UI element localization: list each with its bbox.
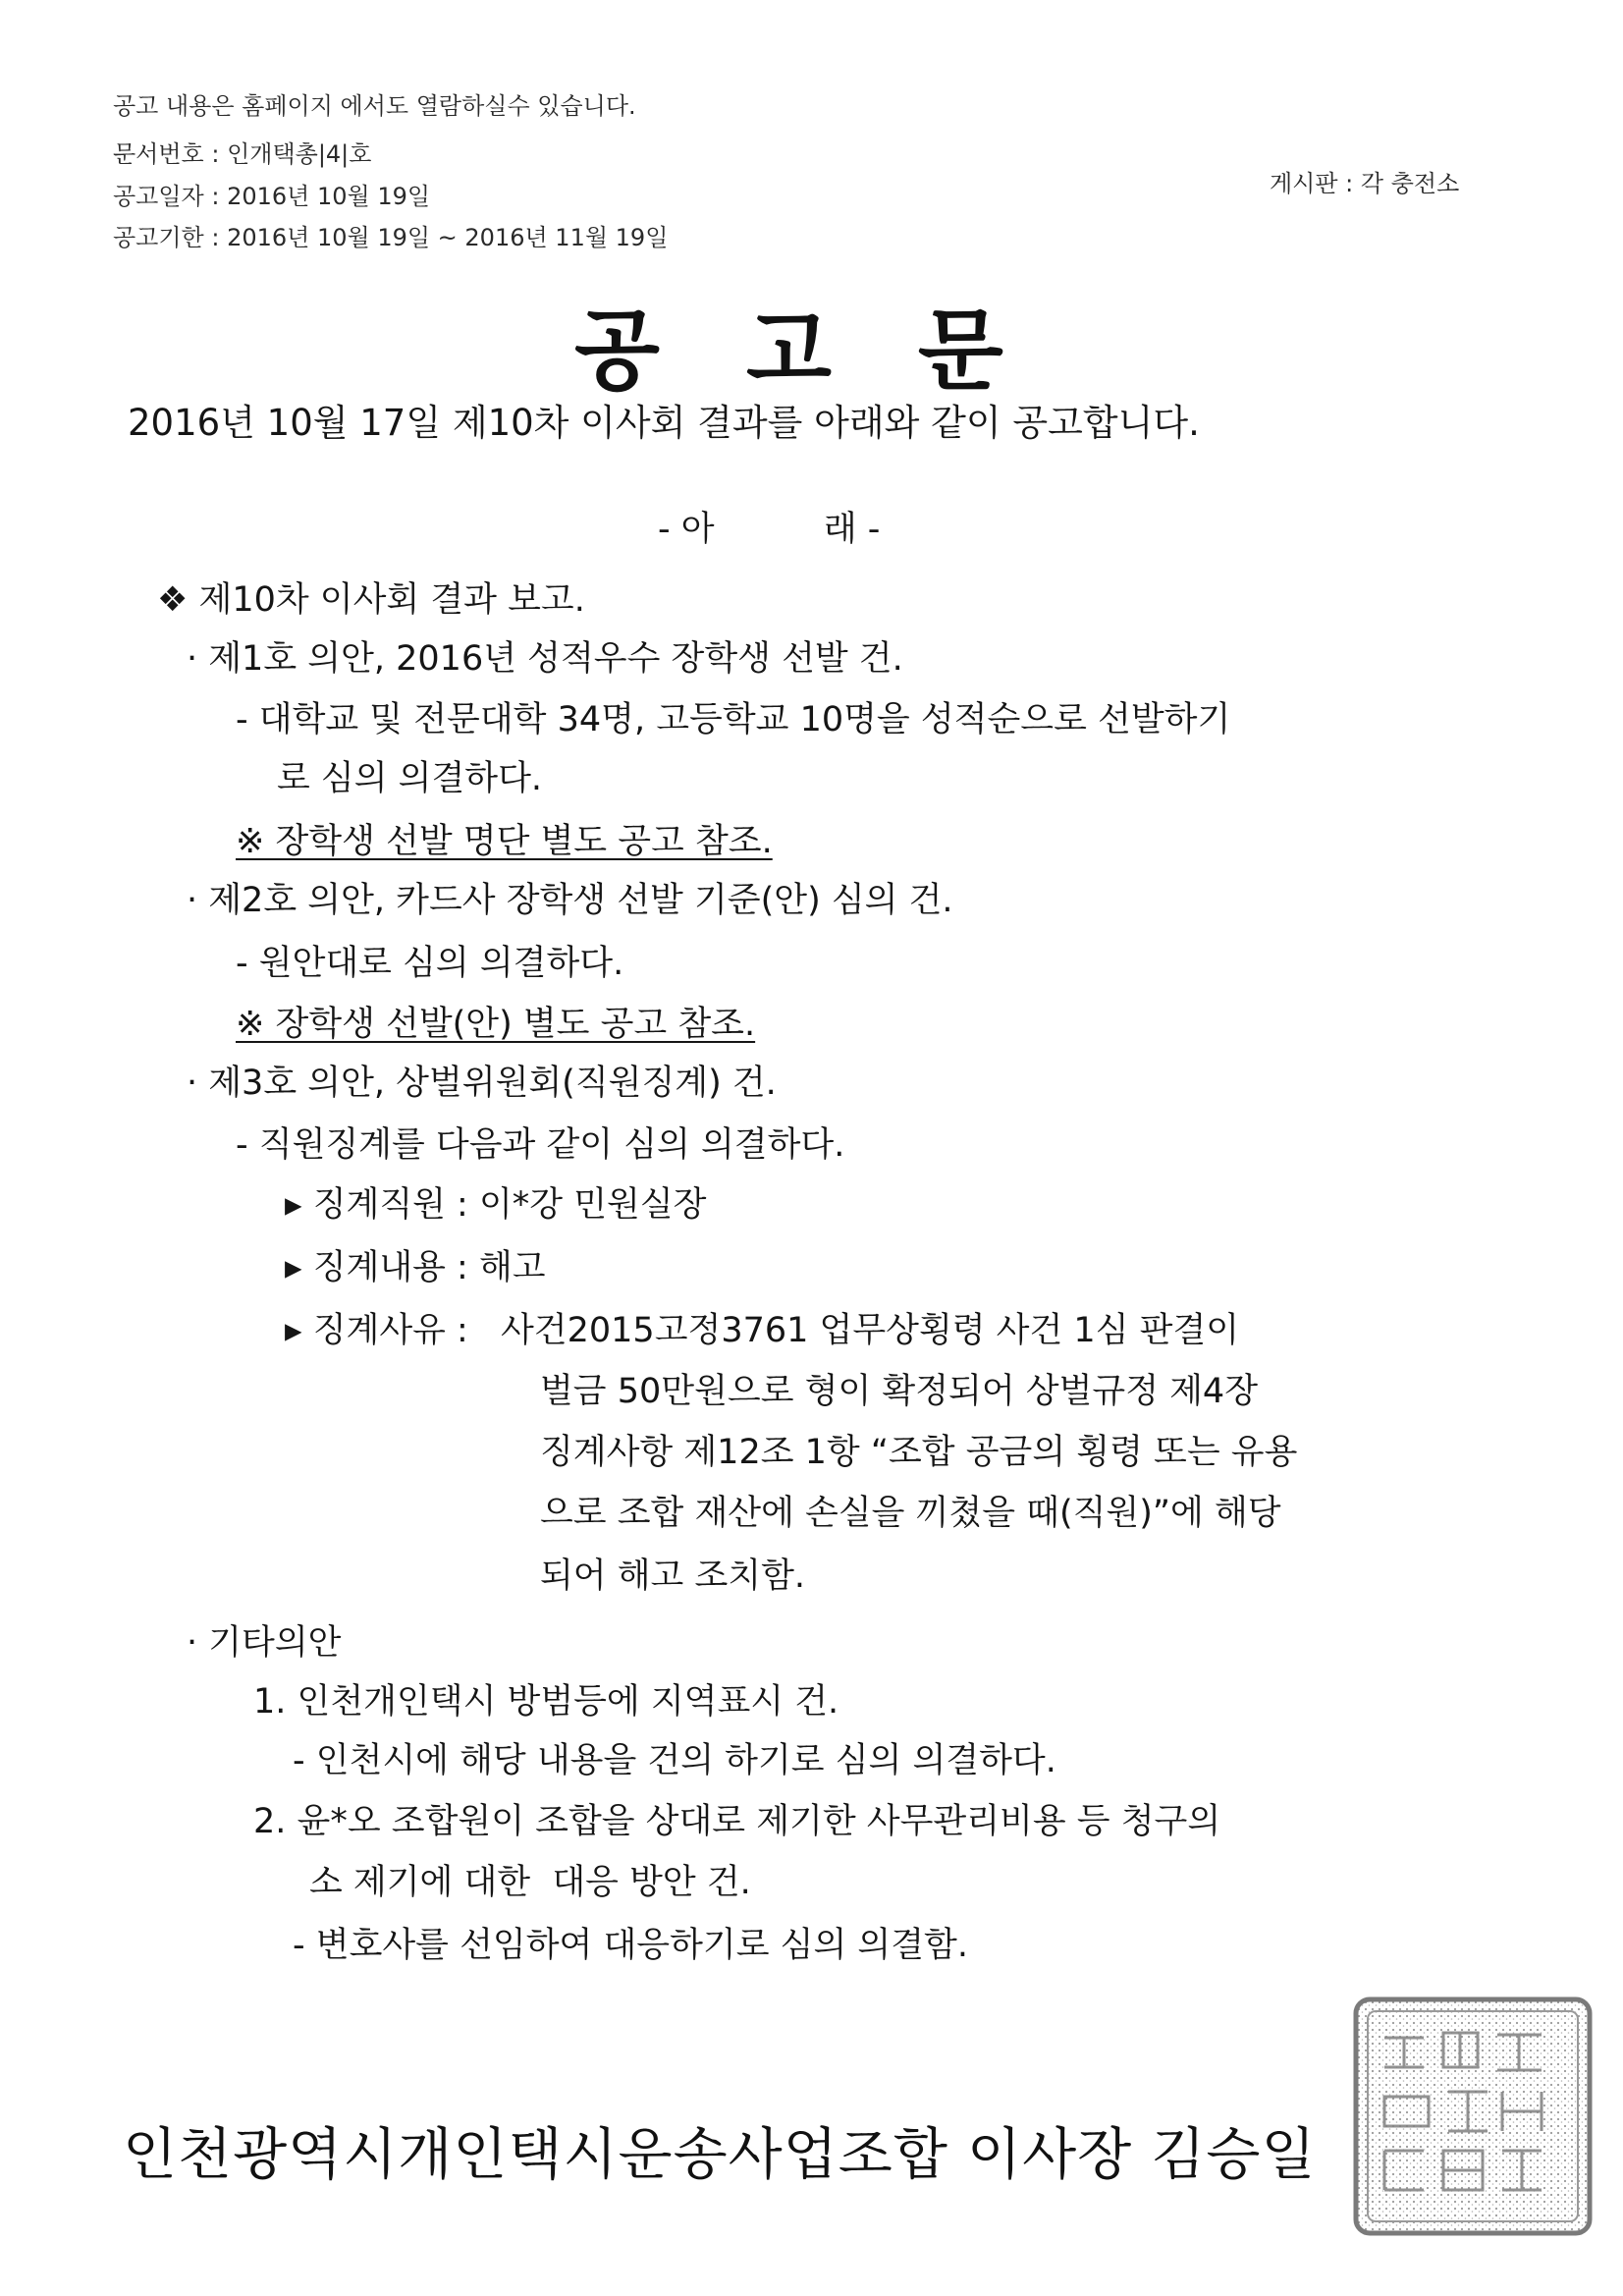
below-heading: - 아 래 - — [658, 510, 881, 549]
notice-board: 게시판 : 각 충전소 — [1270, 170, 1460, 197]
official-seal-stamp — [1350, 1994, 1596, 2239]
item1-note: ※ 장학생 선발 명단 별도 공고 참조. — [236, 822, 773, 861]
other-sub1-desc: - 인천시에 해당 내용을 건의 하기로 심의 의결하다. — [293, 1741, 1056, 1780]
item2-note: ※ 장학생 선발(안) 별도 공고 참조. — [236, 1005, 756, 1044]
document-title: 공고문 — [574, 299, 1090, 403]
item3-content: ▸ 징계내용 : 해고 — [285, 1248, 546, 1287]
item3-reason-line: 되어 해고 조치함. — [540, 1557, 806, 1596]
item1-desc-line2: 로 심의 의결하다. — [277, 759, 543, 798]
notice-period: 공고기한 : 2016년 10월 19일 ~ 2016년 11월 19일 — [113, 224, 669, 251]
item3-reason-line: 사건2015고정3761 업무상횡령 사건 1심 판결이 — [501, 1311, 1240, 1350]
item3-employee: ▸ 징계직원 : 이*강 민원실장 — [285, 1185, 707, 1225]
item3-reason-line: 벌금 50만원으로 형이 확정되어 상벌규정 제4장 — [540, 1372, 1259, 1411]
signature-line: 인천광역시개인택시운송사업조합 이사장 김승일 — [123, 2122, 1317, 2187]
other-sub2-title-line1: 2. 윤*오 조합원이 조합을 상대로 제기한 사무관리비용 등 청구의 — [253, 1802, 1221, 1841]
item3-reason-line: 으로 조합 재산에 손실을 끼쳤을 때(직원)”에 해당 — [540, 1494, 1281, 1533]
document-number: 문서번호 : 인개택총|4|호 — [113, 140, 372, 168]
section-heading: ❖ 제10차 이사회 결과 보고. — [157, 580, 585, 620]
item3-reason-label: ▸ 징계사유 : — [285, 1311, 468, 1350]
other-sub1-title: 1. 인천개인택시 방범등에 지역표시 건. — [253, 1682, 839, 1722]
item2-title: · 제2호 의안, 카드사 장학생 선발 기준(안) 심의 건. — [187, 881, 953, 920]
other-sub2-title-line2: 소 제기에 대한 대응 방안 건. — [309, 1863, 751, 1902]
item2-desc: - 원안대로 심의 의결하다. — [236, 944, 624, 983]
other-sub2-desc: - 변호사를 선임하여 대응하기로 심의 의결함. — [293, 1926, 968, 1965]
item3-reason-line: 징계사항 제12조 1항 “조합 공금의 횡령 또는 유용 — [540, 1433, 1298, 1472]
notice-date: 공고일자 : 2016년 10월 19일 — [113, 183, 431, 210]
item1-title: · 제1호 의안, 2016년 성적우수 장학생 선발 건. — [187, 639, 903, 679]
homepage-note: 공고 내용은 홈페이지 에서도 열람하실수 있습니다. — [113, 92, 636, 120]
item3-desc: - 직원징계를 다음과 같이 심의 의결하다. — [236, 1125, 845, 1165]
other-items-title: · 기타의안 — [187, 1623, 342, 1663]
item1-desc-line1: - 대학교 및 전문대학 34명, 고등학교 10명을 성적순으로 선발하기 — [236, 700, 1231, 739]
intro-sentence: 2016년 10월 17일 제10차 이사회 결과를 아래와 같이 공고합니다. — [128, 402, 1200, 444]
item3-title: · 제3호 의안, 상벌위원회(직원징계) 건. — [187, 1064, 777, 1103]
